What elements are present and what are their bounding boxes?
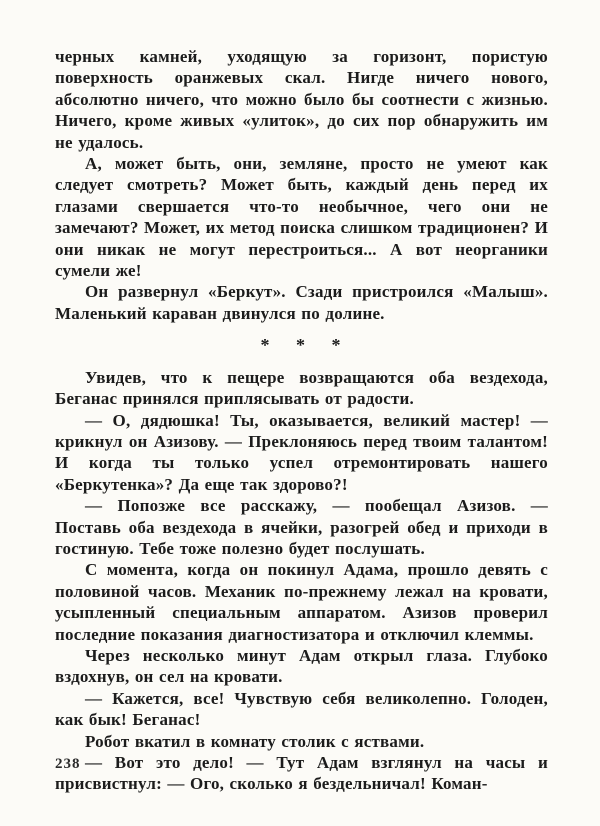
paragraph: С момента, когда он покинул Адама, прошло девять с половиной часов. Механик по-прежнему лежал на кровати, усыпленный специальным аппаратом. Азизов проверил последние показания диагностизатора и отключил клеммы. [55, 560, 548, 644]
page-number: 238 [55, 756, 81, 772]
paragraph: Он развернул «Беркут». Сзади пристроился «Малыш». Маленький караван двинулся по долине. [55, 282, 548, 323]
text-block [55, 46, 548, 795]
section-separator: * * * [260, 335, 343, 356]
paragraph: — Попозже все расскажу, — пообещал Азизов. — Поставь оба вездехода в ячейки, разогрей обед и приходи в гостиную. Тебе тоже полезно будет послушать. [55, 496, 548, 558]
paragraph: Через несколько минут Адам открыл глаза. Глубоко вздохнув, он сел на кровати. [55, 645, 548, 687]
paragraph: А, может быть, они, земляне, просто не умеют как следует смотреть? Может быть, каждый день перед их глазами свершается что-то необычное, чего они не замечают? Может, их метод поиска слишком традиционен? И они никак не могут перестроиться... А вот неорганики сумели же! [55, 154, 548, 281]
paragraph: — О, дядюшка! Ты, оказывается, великий мастер! — крикнул он Азизову. — Преклоняюсь перед твоим талантом! И когда ты только успел отремонтировать нашего «Беркутенка»? Да еще так здорово?! [55, 410, 548, 494]
paragraph: Увидев, что к пещере возвращаются оба вездехода, Беганас принялся приплясывать от радости. [55, 367, 548, 409]
paragraph: Робот вкатил в комнату столик с яствами. [85, 731, 425, 751]
paragraph: черных камней, уходящую за горизонт, пористую поверхность оранжевых скал. Нигде ничего нового, абсолютно ничего, что можно было бы соотнести с жизнью. Ничего, кроме живых «улиток», до сих пор обнаружить им не удалось. [55, 47, 548, 152]
paragraph: — Кажется, все! Чувствую себя великолепно. Голоден, как бык! Беганас! [55, 688, 548, 730]
paragraph: — Вот это дело! — Тут Адам взглянул на часы и присвистнул: — Ого, сколько я бездельничал! Коман- [55, 753, 548, 794]
